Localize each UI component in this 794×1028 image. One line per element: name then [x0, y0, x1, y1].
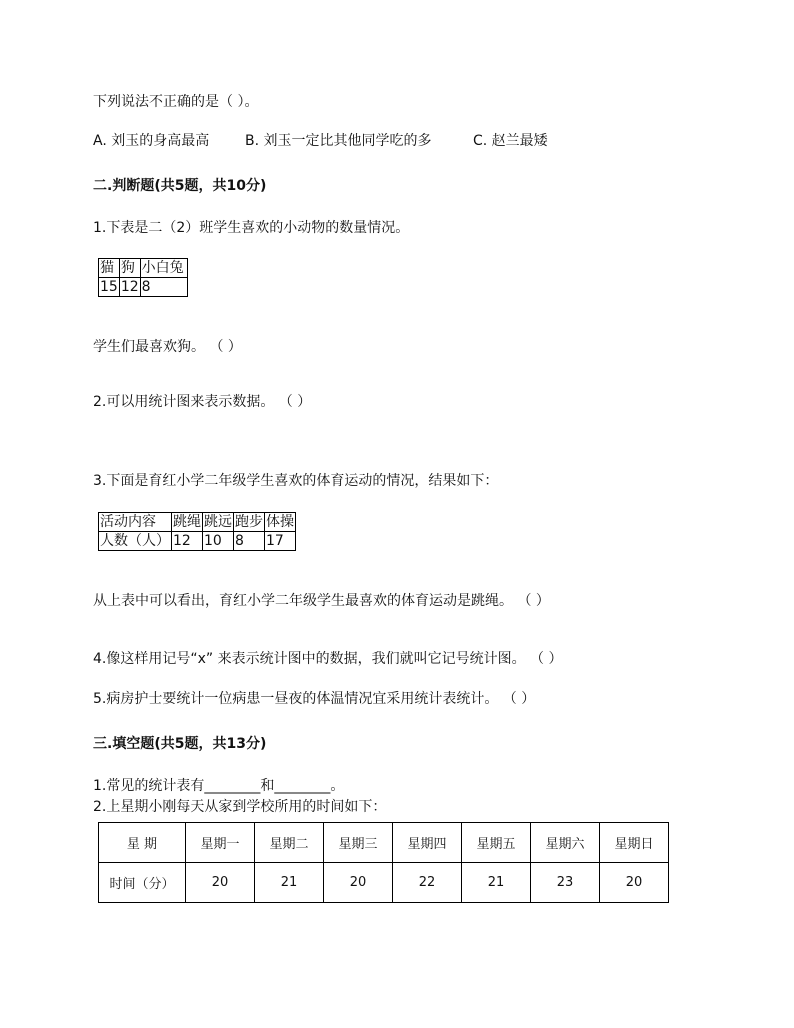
section2-title: 二.判断题(共5题，共10分): [93, 178, 267, 194]
commute-value-cell: 23: [531, 863, 600, 903]
commute-row-label: 时间（分）: [99, 863, 186, 903]
sports-value-cell: 17: [265, 532, 296, 551]
pet-header-cell: 猫: [99, 259, 120, 278]
judge-3-statement: 从上表中可以看出，育红小学二年级学生最喜欢的体育运动是跳绳。 （ ）: [93, 593, 550, 609]
pet-value-cell: 15: [100, 279, 118, 295]
pet-table: [98, 258, 188, 297]
judge-3-text: 3.下面是育红小学二年级学生喜欢的体育运动的情况，结果如下：: [93, 473, 499, 489]
judge-2-text: 2.可以用统计图来表示数据。 （ ）: [93, 394, 312, 410]
option-a: A. 刘玉的身高最高: [93, 133, 210, 149]
sports-header-cell: 跳绳: [173, 514, 201, 530]
commute-value-cell: 22: [393, 863, 462, 903]
commute-header-cell: 星期三: [324, 823, 393, 863]
commute-header-cell: 星期四: [393, 823, 462, 863]
commute-header-cell: 星期日: [600, 823, 669, 863]
option-b: B. 刘玉一定比其他同学吃的多: [245, 133, 432, 149]
commute-header-cell: 星期一: [186, 823, 255, 863]
sports-table: [98, 512, 296, 551]
pet-value-cell: 12: [120, 279, 139, 295]
commute-header-cell: 星 期: [99, 823, 186, 863]
pet-header-cell: 小白兔: [140, 259, 187, 278]
judge-5-text: 5.病房护士要统计一位病患一昼夜的体温情况宜采用统计表统计。 （ ）: [93, 691, 536, 707]
commute-value-cell: 21: [255, 863, 324, 903]
judge-1-text: 1.下表是二（2）班学生喜欢的小动物的数量情况。: [93, 220, 410, 236]
option-c: C. 赵兰最矮: [473, 133, 548, 149]
sports-header-cell: 体操: [266, 514, 294, 530]
commute-value-cell: 20: [186, 863, 255, 903]
commute-table: [98, 822, 669, 903]
sports-header-cell: 跑步: [235, 514, 263, 530]
sports-value-cell: 10: [203, 532, 234, 551]
question-intro: 下列说法不正确的是（ ）。: [93, 94, 259, 110]
sports-value-cell: 12: [172, 532, 203, 551]
judge-1-statement: 学生们最喜欢狗。 （ ）: [93, 339, 242, 355]
pet-header-cell: 狗: [119, 259, 140, 278]
sports-value-cell: 8: [234, 532, 265, 551]
commute-value-cell: 21: [462, 863, 531, 903]
sports-header-cell: 跳远: [204, 514, 232, 530]
section3-title: 三.填空题(共5题，共13分): [93, 736, 267, 752]
fill-2-text: 2.上星期小刚每天从家到学校所用的时间如下：: [93, 799, 387, 815]
commute-value-cell: 20: [324, 863, 393, 903]
commute-header-cell: 星期五: [462, 823, 531, 863]
commute-value-cell: 20: [600, 863, 669, 903]
fill-1-text: 1.常见的统计表有________和________。: [93, 778, 345, 794]
sports-header-cell: 活动内容: [99, 513, 172, 532]
commute-header-cell: 星期二: [255, 823, 324, 863]
commute-header-cell: 星期六: [531, 823, 600, 863]
pet-value-cell: 8: [140, 278, 187, 297]
sports-value-cell: 人数（人）: [100, 533, 170, 549]
judge-4-text: 4.像这样用记号“x” 来表示统计图中的数据，我们就叫它记号统计图。 （ ）: [93, 651, 563, 667]
